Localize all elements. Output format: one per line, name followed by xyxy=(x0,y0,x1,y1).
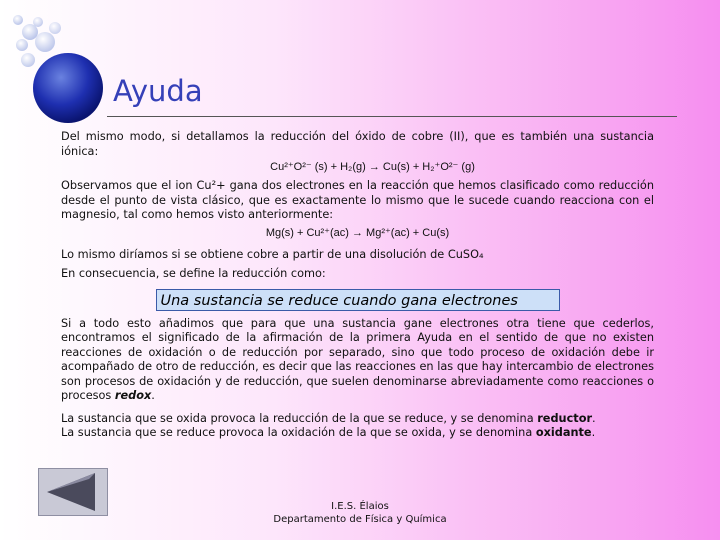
footer xyxy=(260,500,460,526)
paragraph-4: En consecuencia, se define la reducción como: xyxy=(61,267,326,280)
reductor-term: reductor xyxy=(537,411,593,425)
oxidante-period: . xyxy=(591,426,596,439)
back-button[interactable] xyxy=(38,468,108,516)
oxidante-text: La sustancia que se reduce provoca la oxidación de la que se oxida, y se denomina xyxy=(61,426,536,439)
decorative-circles xyxy=(0,0,130,140)
reductor-text: La sustancia que se oxida provoca la reducción de la que se reduce, y se denomina xyxy=(61,411,538,425)
paragraph-2: Observamos que el ion Cu²+ gana dos electrones en la reacción que hemos clasificado como reducción desde el punto de vista clásico, que es exactamente lo mismo que le sucede cuando reacciona con el magnesio, tal como hemos visto anteriormente: xyxy=(61,179,654,221)
paragraph-3: Lo mismo diríamos si se obtiene cobre a partir de una disolución de CuSO₄ xyxy=(61,247,484,261)
footer-school: I.E.S. Élaios xyxy=(331,501,389,512)
paragraph-5-text: Si a todo esto añadimos que para que una sustancia gane electrones otra tiene que cederlos, encontramos el significado de la afirmación de la primera Ayuda en el sentido de que no existen reacciones de oxidación o de reducción por separado, sino que todo proceso de oxidación debe ir acompañado de otro de reducción, es decir que las reacciones en las que hay intercambio de electrones son procesos de oxidación y de reducción, que suelen denominarse abreviadamente como reacciones o procesos xyxy=(61,316,654,402)
paragraph-1: Del mismo modo, si detallamos la reducción del óxido de cobre (II), que es también una sustancia iónica: xyxy=(61,130,654,158)
page-title: Ayuda xyxy=(113,74,203,108)
slide-content xyxy=(61,130,654,441)
reductor-period: . xyxy=(592,411,596,425)
definition-box: Una sustancia se reduce cuando gana electrones xyxy=(156,289,560,311)
oxidante-line xyxy=(61,426,654,441)
equation-copper-oxide: Cu²⁺O²⁻ (s) + H₂(g) → Cu(s) + H₂⁺O²⁻ (g) xyxy=(270,161,475,173)
back-arrow-icon xyxy=(39,469,107,515)
paragraph-5-end: . xyxy=(151,389,155,402)
oxidante-term: oxidante xyxy=(535,426,592,439)
footer-department: Departamento de Física y Química xyxy=(273,514,447,525)
reductor-line xyxy=(61,412,654,427)
paragraph-5 xyxy=(61,317,654,404)
title-divider xyxy=(107,116,677,117)
redox-term: redox xyxy=(114,389,152,402)
equation-magnesium: Mg(s) + Cu²⁺(ac) → Mg²⁺(ac) + Cu(s) xyxy=(265,226,450,239)
